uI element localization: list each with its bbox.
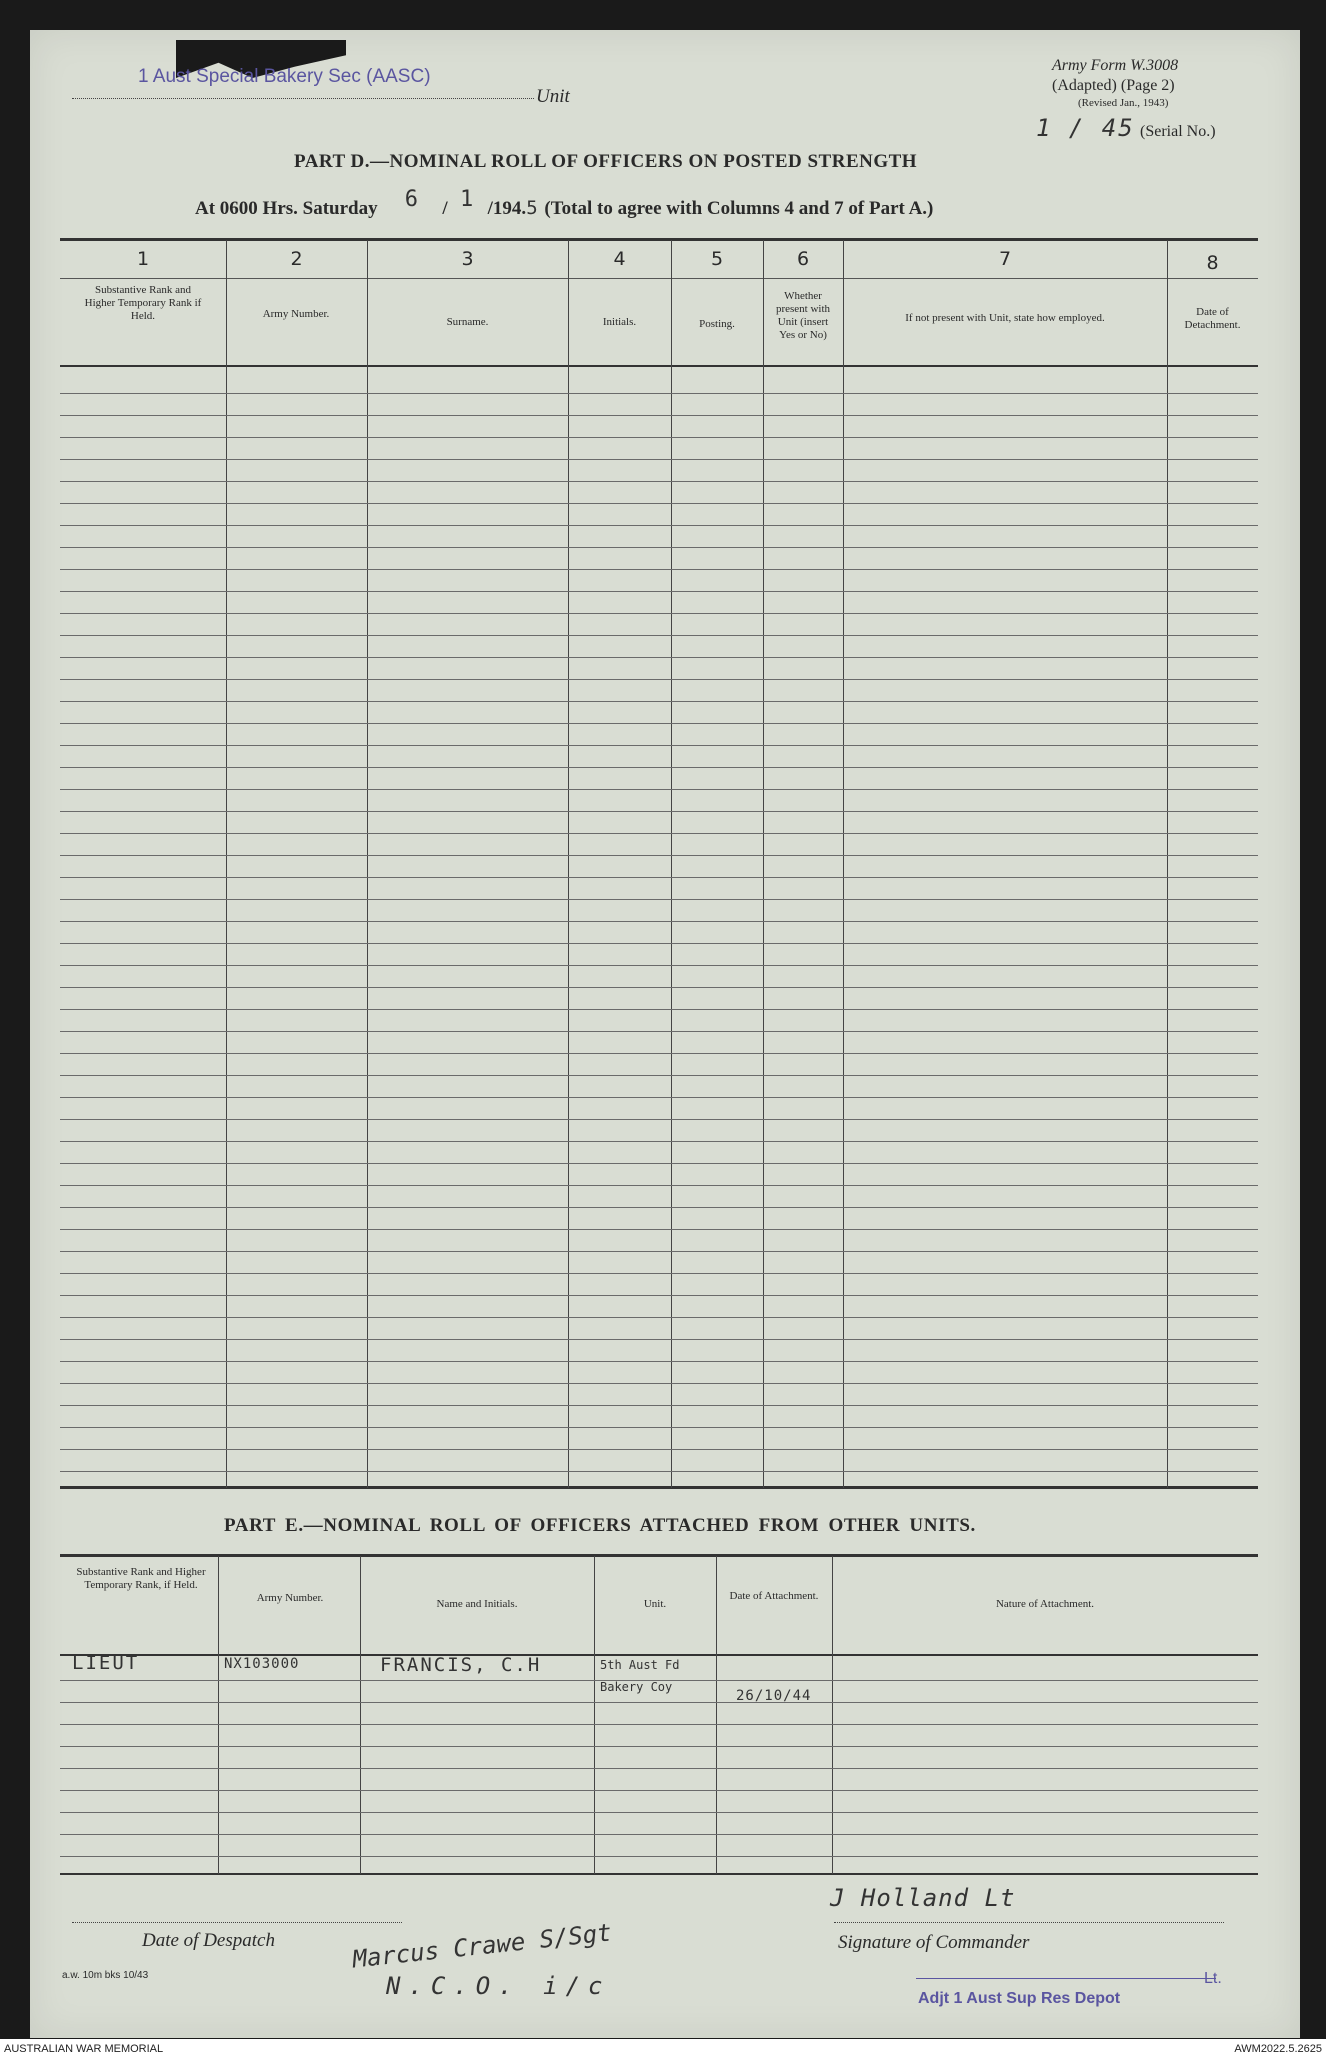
col-header-present: Whether present with Unit (insert Yes or No) <box>775 290 831 341</box>
ruled-line <box>60 1317 1258 1318</box>
form-adapted: (Adapted) (Page 2) <box>1052 77 1175 94</box>
ruled-line <box>60 789 1258 790</box>
part-d-date-line: At 0600 Hrs. Saturday 6 / 1 /194.5 (Total to agree with Columns 4 and 7 of Part A.) <box>195 187 934 219</box>
ruled-line <box>60 415 1258 416</box>
ruled-line <box>60 855 1258 856</box>
ruled-line <box>60 481 1258 482</box>
ruled-line <box>60 679 1258 680</box>
ruled-line <box>60 613 1258 614</box>
col-num: 4 <box>613 248 626 270</box>
entry-date: 26/10/44 <box>736 1688 812 1704</box>
ruled-line <box>60 1383 1258 1384</box>
date-prefix: At 0600 Hrs. Saturday <box>195 198 378 219</box>
ruled-line <box>60 1185 1258 1186</box>
ruled-line <box>60 1361 1258 1362</box>
date-month: 1 <box>460 187 476 212</box>
unit-stamp: 1 Aust Special Bakery Sec (AASC) <box>138 66 431 87</box>
ruled-line <box>60 1768 1258 1769</box>
form-revised: (Revised Jan., 1943) <box>1078 97 1169 109</box>
col-divider <box>763 240 764 1488</box>
col-num: 2 <box>290 248 303 270</box>
col-header-posting: Posting. <box>699 318 735 330</box>
form-name: Army Form W.3008 <box>1052 57 1179 74</box>
col-divider <box>843 240 844 1488</box>
col-num: 7 <box>998 248 1012 270</box>
e-header-nature: Nature of Attachment. <box>995 1598 1095 1610</box>
ruled-line <box>60 1207 1258 1208</box>
ruled-line <box>60 745 1258 746</box>
col-header-detachment: Date of Detachment. <box>1184 306 1241 331</box>
ruled-line <box>60 1834 1258 1835</box>
col-divider <box>1167 240 1168 1488</box>
ruled-line <box>60 877 1258 878</box>
col-num: 8 <box>1206 252 1219 274</box>
ruled-line <box>60 1746 1258 1747</box>
ruled-line <box>60 525 1258 526</box>
ruled-line <box>60 1075 1258 1076</box>
signature-of-commander-label: Signature of Commander <box>838 1932 1030 1953</box>
archive-footer <box>0 2039 1326 2061</box>
ruled-line <box>60 943 1258 944</box>
ruled-line <box>60 1053 1258 1054</box>
ruled-line <box>60 767 1258 768</box>
part-d-bottom-border <box>60 1486 1258 1489</box>
ruled-line <box>60 1251 1258 1252</box>
ruled-line <box>60 1229 1258 1230</box>
ruled-line <box>60 833 1258 834</box>
date-of-despatch-label: Date of Despatch <box>142 1930 275 1951</box>
archive-left: AUSTRALIAN WAR MEMORIAL <box>4 2043 164 2055</box>
ruled-line <box>60 723 1258 724</box>
commander-signature: J Holland Lt <box>830 1884 1016 1912</box>
ruled-line <box>60 547 1258 548</box>
ruled-line <box>60 1119 1258 1120</box>
col-divider <box>716 1556 717 1874</box>
unit-dotted-line <box>72 98 534 99</box>
ruled-line <box>60 503 1258 504</box>
ruled-line <box>60 899 1258 900</box>
unit-label: Unit <box>536 86 570 107</box>
ruled-line <box>60 965 1258 966</box>
ruled-line <box>60 1427 1258 1428</box>
col-num: 3 <box>461 248 474 270</box>
ruled-line <box>60 1141 1258 1142</box>
ruled-line <box>60 1273 1258 1274</box>
ruled-line <box>60 1702 1258 1703</box>
e-header-army-number: Army Number. <box>256 1592 324 1604</box>
ruled-line <box>60 987 1258 988</box>
e-header-rank: Substantive Rank and Higher Temporary Rank, if Held. <box>76 1566 206 1591</box>
part-e-top-border <box>60 1554 1258 1557</box>
ruled-line <box>60 1790 1258 1791</box>
adjt-stamp: Adjt 1 Aust Sup Res Depot <box>918 1990 1121 2007</box>
date-year-digit: 5 <box>526 197 540 219</box>
col-num: 6 <box>796 248 810 270</box>
e-header-unit: Unit. <box>643 1598 667 1610</box>
nco-title: N.C.O. i/c <box>386 1972 611 2000</box>
stamp-line <box>916 1978 1216 1979</box>
ruled-line <box>60 437 1258 438</box>
col-divider <box>568 240 569 1488</box>
ruled-line <box>60 811 1258 812</box>
ruled-line <box>60 635 1258 636</box>
ruled-line <box>60 393 1258 394</box>
entry-rank: LIEUT <box>72 1652 140 1674</box>
entry-name: FRANCIS, C.H <box>380 1654 542 1676</box>
ruled-line <box>60 1295 1258 1296</box>
ruled-line <box>60 921 1258 922</box>
lt-mark: Lt. <box>1204 1970 1222 1987</box>
part-d-header-bottom <box>60 365 1258 367</box>
form-page <box>30 30 1300 2038</box>
part-d-title: PART D.—NOMINAL ROLL OF OFFICERS ON POSTED STRENGTH <box>294 151 918 172</box>
ruled-line <box>60 459 1258 460</box>
ruled-line <box>60 1724 1258 1725</box>
serial-label: (Serial No.) <box>1140 123 1216 140</box>
part-d-top-border <box>60 238 1258 241</box>
col-num: 5 <box>710 248 724 270</box>
ruled-line <box>60 657 1258 658</box>
col-header-employment: If not present with Unit, state how employed. <box>905 312 1105 324</box>
ruled-line <box>60 1097 1258 1098</box>
col-divider <box>226 240 227 1488</box>
date-suffix: (Total to agree with Columns 4 and 7 of Part A.) <box>544 198 934 219</box>
ruled-line <box>60 1405 1258 1406</box>
ruled-line <box>60 1449 1258 1450</box>
col-divider <box>671 240 672 1488</box>
col-divider <box>218 1556 219 1874</box>
print-code: a.w. 10m bks 10/43 <box>62 1970 149 1981</box>
entry-army-number: NX103000 <box>224 1656 300 1672</box>
ruled-line <box>60 1339 1258 1340</box>
ruled-line <box>60 591 1258 592</box>
entry-unit: 5th Aust Fd Bakery Coy <box>600 1658 680 1694</box>
despatch-dotted-line <box>72 1922 402 1923</box>
serial-number: 1 / 45 <box>1036 114 1135 142</box>
ruled-line <box>60 1812 1258 1813</box>
ruled-line <box>60 701 1258 702</box>
ruled-line <box>60 569 1258 570</box>
ruled-line <box>60 1856 1258 1857</box>
ruled-line <box>60 1163 1258 1164</box>
ruled-line <box>60 1031 1258 1032</box>
archive-right: AWM2022.5.2625 <box>1234 2043 1322 2055</box>
e-header-date: Date of Attachment. <box>729 1590 819 1602</box>
nco-signature: Marcus Crawe S/Sgt <box>351 1918 613 1974</box>
ruled-line <box>60 1471 1258 1472</box>
col-num: 1 <box>136 248 150 270</box>
col-header-rank: Substantive Rank and Higher Temporary Rank if Held. <box>84 284 202 322</box>
col-header-surname: Surname. <box>446 316 489 328</box>
signature-dotted-line <box>834 1922 1224 1923</box>
date-day: 6 <box>404 187 420 212</box>
col-divider <box>367 240 368 1488</box>
e-header-name: Name and Initials. <box>436 1598 518 1610</box>
col-header-initials: Initials. <box>602 316 637 328</box>
ruled-line <box>60 1009 1258 1010</box>
date-year: /194. <box>487 198 527 219</box>
part-e-title: PART E.—NOMINAL ROLL OF OFFICERS ATTACHED FROM OTHER UNITS. <box>224 1515 976 1536</box>
part-d-numrow-line <box>60 278 1258 279</box>
part-e-bottom-border <box>60 1873 1258 1875</box>
col-header-army-number: Army Number. <box>262 308 330 320</box>
